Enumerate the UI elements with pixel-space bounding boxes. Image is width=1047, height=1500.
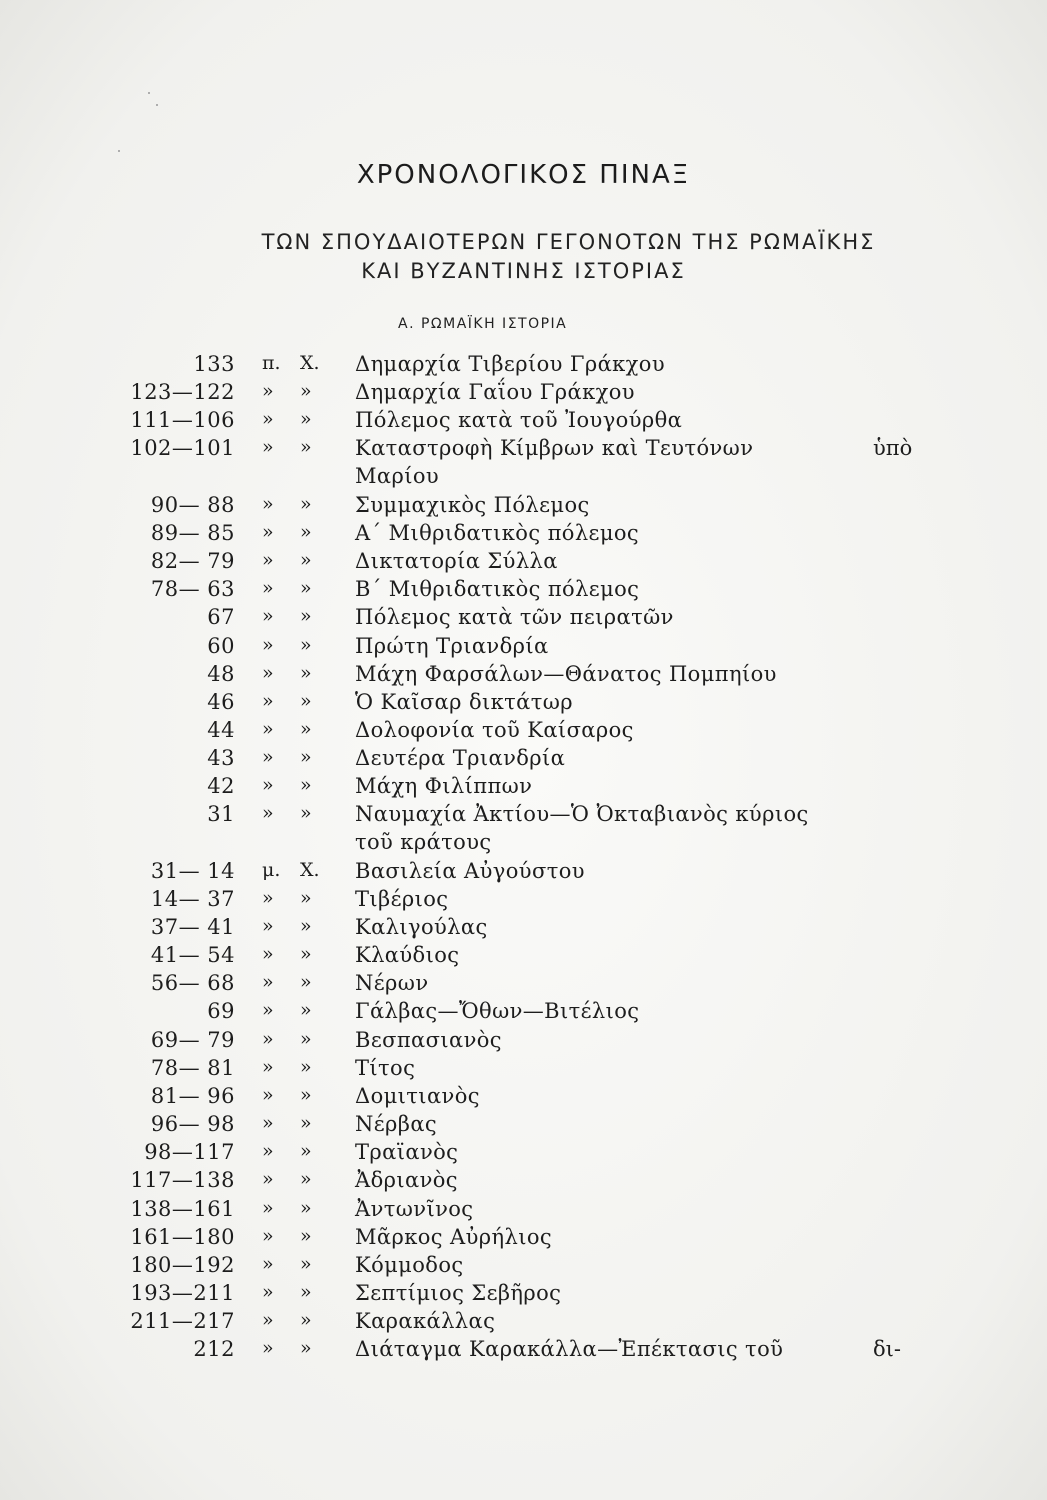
year-range: 14— 37 (150, 886, 235, 911)
year-range: 48 (207, 661, 235, 686)
era-marker: » (300, 577, 312, 600)
table-row (0, 1253, 1047, 1281)
event-text: Σεπτίμιος Σεβῆρος (355, 1280, 562, 1305)
year-range: 67 (207, 605, 235, 630)
era-marker: » (262, 408, 274, 431)
year-range: 138—161 (130, 1196, 235, 1221)
year-range: 98—117 (144, 1140, 235, 1165)
year-range: 81— 96 (150, 1083, 235, 1108)
era-marker: Χ. (300, 858, 320, 881)
era-marker: » (300, 549, 312, 572)
event-text: Νέρων (355, 971, 429, 996)
year-range: 69— 79 (150, 1027, 235, 1052)
table-row (0, 1028, 1047, 1056)
era-marker: » (262, 1309, 274, 1332)
year-range: 78— 81 (150, 1055, 235, 1080)
table-row (0, 521, 1047, 549)
year-range: 44 (207, 717, 235, 742)
subtitle-line-2: ΚΑΙ ΒΥΖΑΝΤΙΝΗΣ ΙΣΤΟΡΙΑΣ (361, 259, 686, 283)
year-range: 41— 54 (150, 943, 235, 968)
era-marker: » (262, 1083, 274, 1106)
era-marker: » (262, 380, 274, 403)
era-marker: » (300, 971, 312, 994)
era-marker: » (300, 1224, 312, 1247)
table-row (0, 549, 1047, 577)
event-text-tail: ὑπὸ (873, 436, 913, 461)
year-range: 37— 41 (150, 915, 235, 939)
table-row (0, 1056, 1047, 1084)
table-row (0, 1337, 1047, 1365)
era-marker: » (262, 746, 274, 769)
table-row (0, 1197, 1047, 1225)
table-row (0, 1168, 1047, 1196)
year-range: 161—180 (130, 1224, 235, 1249)
year-range: 42 (207, 774, 235, 799)
print-speck (156, 104, 158, 106)
era-marker: » (300, 408, 312, 431)
year-range: 123—122 (130, 380, 235, 405)
section-heading: Α. ΡΩΜΑΪΚΗ ΙΣΤΟΡΙΑ (398, 316, 568, 332)
era-marker: » (262, 436, 274, 459)
era-marker: » (300, 436, 312, 459)
era-marker: » (262, 1112, 274, 1135)
table-row (0, 915, 1047, 943)
table-row (0, 802, 1047, 855)
table-row (0, 887, 1047, 915)
era-marker: » (262, 1168, 274, 1191)
event-text: Ἀδριανὸς (355, 1168, 458, 1193)
subtitle-line-1: ΤΩΝ ΣΠΟΥΔΑΙΟΤΕΡΩΝ ΓΕΓΟΝΟΤΩΝ ΤΗΣ ΡΩΜΑΪΚΗΣ (261, 230, 876, 254)
event-text: Β΄ Μιθριδατικὸς πόλεμος (355, 577, 640, 602)
year-range: 211—217 (130, 1309, 235, 1334)
era-marker: » (300, 943, 312, 966)
event-text: Νέρβας (355, 1112, 438, 1137)
event-text-continuation: τοῦ κράτους (355, 830, 492, 855)
event-text: Κλαύδιος (355, 943, 460, 968)
era-marker: » (300, 1196, 312, 1219)
year-range: 111—106 (130, 408, 235, 433)
era-marker: » (262, 520, 274, 543)
year-range: 212 (193, 1337, 235, 1362)
year-range: 180—192 (130, 1252, 235, 1277)
era-marker: » (300, 661, 312, 684)
event-text: Μᾶρκος Αὐρήλιος (355, 1224, 553, 1249)
era-marker: » (262, 605, 274, 628)
era-marker: » (300, 717, 312, 740)
table-row (0, 1225, 1047, 1253)
era-marker: » (262, 1224, 274, 1247)
table-row (0, 634, 1047, 662)
era-marker: » (300, 1055, 312, 1078)
era-marker: » (300, 1168, 312, 1191)
era-marker: » (300, 1280, 312, 1303)
event-text: Τιβέριος (355, 886, 449, 911)
year-range: 89— 85 (150, 520, 235, 545)
year-range: 193—211 (130, 1280, 235, 1305)
event-text: Πόλεμος κατὰ τοῦ Ἰουγούρθα (355, 408, 683, 433)
era-marker: » (300, 1337, 312, 1360)
era-marker: » (300, 492, 312, 515)
era-marker: » (300, 1112, 312, 1135)
year-range: 133 (193, 352, 235, 376)
table-row (0, 662, 1047, 690)
table-row (0, 999, 1047, 1027)
event-text: Πόλεμος κατὰ τῶν πειρατῶν (355, 605, 674, 630)
era-marker: » (300, 746, 312, 769)
era-marker: » (300, 1309, 312, 1332)
event-text: Ἀντωνῖνος (355, 1196, 474, 1221)
year-range: 96— 98 (150, 1112, 235, 1137)
era-marker: » (262, 971, 274, 994)
era-marker: » (262, 717, 274, 740)
era-marker: » (262, 1055, 274, 1078)
event-text: Ὁ Καῖσαρ δικτάτωρ (355, 689, 574, 714)
print-speck (118, 150, 120, 152)
event-text: Δικτατορία Σύλλα (355, 549, 558, 574)
event-text: Τραϊανὸς (355, 1140, 459, 1165)
event-text-continuation: Μαρίου (355, 464, 440, 489)
event-text: Δημαρχία Γαΐου Γράκχου (355, 380, 635, 405)
era-marker: » (262, 774, 274, 797)
event-text: Μάχη Φαρσάλων—Θάνατος Πομπηίου (355, 661, 777, 686)
year-range: 46 (207, 689, 235, 714)
era-marker: » (300, 774, 312, 797)
table-row (0, 1281, 1047, 1309)
year-range: 56— 68 (150, 971, 235, 996)
event-text: Βεσπασιανὸς (355, 1027, 502, 1052)
table-row (0, 1112, 1047, 1140)
table-row (0, 352, 1047, 380)
table-row (0, 1084, 1047, 1112)
table-row (0, 605, 1047, 633)
era-marker: » (262, 915, 274, 937)
page-title: ΧΡΟΝΟΛΟΓΙΚΟΣ ΠΙΝΑΞ (356, 160, 691, 190)
era-marker: μ. (262, 858, 281, 881)
era-marker: » (300, 1027, 312, 1050)
era-marker: » (300, 886, 312, 909)
table-row (0, 380, 1047, 408)
table-row (0, 971, 1047, 999)
print-speck (148, 92, 150, 94)
era-marker: » (300, 689, 312, 712)
event-text-tail: δι- (873, 1337, 901, 1362)
table-row (0, 943, 1047, 971)
era-marker: » (262, 492, 274, 515)
event-text: Συμμαχικὸς Πόλεμος (355, 492, 590, 517)
table-row (0, 746, 1047, 774)
event-text: Δημαρχία Τιβερίου Γράκχου (355, 352, 666, 376)
year-range: 31— 14 (150, 858, 235, 883)
era-marker: » (262, 802, 274, 825)
event-text: Καλιγούλας (355, 915, 488, 939)
era-marker: » (262, 633, 274, 656)
event-text: Τίτος (355, 1055, 416, 1080)
table-row (0, 1309, 1047, 1337)
era-marker: » (262, 1337, 274, 1360)
event-text: Καταστροφὴ Κίμβρων καὶ Τευτόνων (355, 436, 754, 461)
era-marker: » (262, 577, 274, 600)
era-marker: » (300, 520, 312, 543)
era-marker: » (262, 689, 274, 712)
table-row (0, 577, 1047, 605)
era-marker: » (262, 999, 274, 1022)
event-text: Πρώτη Τριανδρία (355, 633, 549, 658)
table-row (0, 493, 1047, 521)
era-marker: » (300, 605, 312, 628)
year-range: 90— 88 (150, 492, 235, 517)
era-marker: » (262, 886, 274, 909)
year-range: 102—101 (130, 436, 235, 461)
era-marker: Χ. (300, 352, 320, 374)
era-marker: » (300, 1083, 312, 1106)
era-marker: π. (262, 352, 281, 374)
year-range: 69 (207, 999, 235, 1024)
era-marker: » (262, 1027, 274, 1050)
table-row (0, 1140, 1047, 1168)
event-text: Α΄ Μιθριδατικὸς πόλεμος (355, 520, 640, 545)
era-marker: » (262, 1252, 274, 1275)
year-range: 82— 79 (150, 549, 235, 574)
era-marker: » (262, 661, 274, 684)
era-marker: » (300, 633, 312, 656)
event-text: Κόμμοδος (355, 1252, 464, 1277)
year-range: 117—138 (130, 1168, 235, 1193)
event-text: Μάχη Φιλίππων (355, 774, 533, 799)
event-text: Δολοφονία τοῦ Καίσαρος (355, 717, 634, 742)
event-text: Δευτέρα Τριανδρία (355, 746, 566, 771)
table-row (0, 436, 1047, 489)
table-row (0, 718, 1047, 746)
event-text: Δομιτιανὸς (355, 1083, 480, 1108)
table-row (0, 774, 1047, 802)
era-marker: » (300, 1252, 312, 1275)
year-range: 78— 63 (150, 577, 235, 602)
era-marker: » (300, 1140, 312, 1163)
year-range: 43 (207, 746, 235, 771)
table-row (0, 859, 1047, 887)
event-text: Βασιλεία Αὐγούστου (355, 858, 585, 883)
event-text: Καρακάλλας (355, 1309, 496, 1334)
table-row (0, 690, 1047, 718)
event-text: Διάταγμα Καρακάλλα—Ἐπέκτασις τοῦ (355, 1337, 784, 1362)
era-marker: » (262, 1280, 274, 1303)
era-marker: » (262, 1196, 274, 1219)
event-text: Γάλβας—Ὄθων—Βιτέλιος (355, 999, 640, 1024)
era-marker: » (262, 549, 274, 572)
era-marker: » (300, 802, 312, 825)
era-marker: » (262, 943, 274, 966)
year-range: 60 (207, 633, 235, 658)
year-range: 31 (207, 802, 235, 827)
era-marker: » (300, 380, 312, 403)
era-marker: » (300, 915, 312, 937)
event-text: Ναυμαχία Ἀκτίου—Ὁ Ὀκταβιανὸς κύριος (355, 802, 809, 827)
era-marker: » (300, 999, 312, 1022)
table-row (0, 408, 1047, 436)
era-marker: » (262, 1140, 274, 1163)
